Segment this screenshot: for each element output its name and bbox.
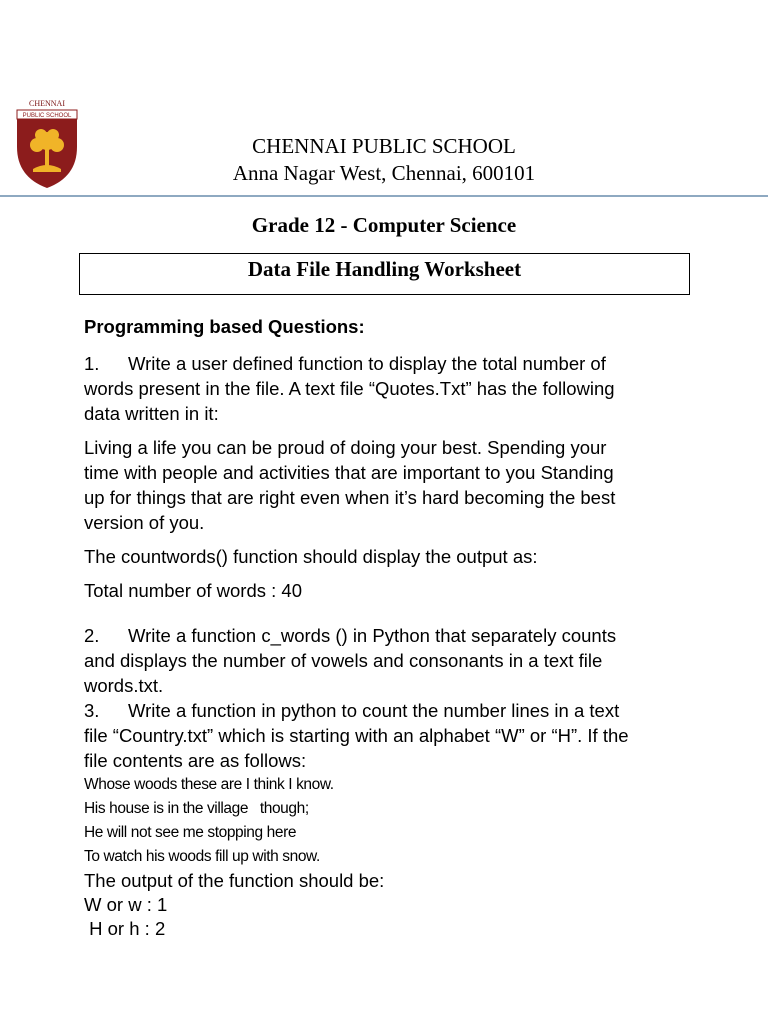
output-intro: The output of the function should be: — [84, 870, 385, 891]
question-text: Write a function in python to count the number lines in a text — [128, 700, 620, 721]
output-line: W or w : 1 — [84, 894, 168, 915]
output-intro: The countwords() function should display the output as: — [84, 546, 538, 567]
question-number: 2. — [84, 625, 100, 646]
question-1-line: words present in the file. A text file “Quotes.Txt” has the following — [84, 378, 615, 399]
question-3-line: file “Country.txt” which is starting with an alphabet “W” or “H”. If the — [84, 725, 629, 746]
question-number: 3. — [84, 700, 100, 721]
worksheet-title: Data File Handling Worksheet — [79, 253, 690, 295]
question-text: Write a user defined function to display the total number of — [128, 353, 606, 374]
section-heading: Programming based Questions: — [84, 316, 365, 337]
question-number: 1. — [84, 353, 100, 374]
quote-paragraph-line: up for things that are right even when it’s hard becoming the best — [84, 487, 616, 508]
logo-text-top: CHENNAI — [29, 99, 65, 108]
question-3-line — [84, 698, 704, 723]
worksheet-content — [84, 314, 704, 941]
poem-line: To watch his woods fill up with snow. — [84, 848, 320, 865]
quote-paragraph-line: version of you. — [84, 512, 205, 533]
school-address: Anna Nagar West, Chennai, 600101 — [232, 161, 536, 185]
question-2-line: and displays the number of vowels and consonants in a text file — [84, 650, 603, 671]
grade-heading: Grade 12 - Computer Science — [251, 213, 517, 237]
logo-text-bottom: PUBLIC SCHOOL — [22, 113, 72, 119]
question-text: Write a function c_words () in Python that separately counts — [128, 625, 617, 646]
quote-paragraph-line: Living a life you can be proud of doing your best. Spending your — [84, 437, 607, 458]
quote-paragraph-line: time with people and activities that are important to you Standing — [84, 462, 614, 483]
school-name: CHENNAI PUBLIC SCHOOL — [252, 134, 516, 158]
output-line: H or h : 2 — [84, 918, 166, 939]
output-value: Total number of words : 40 — [84, 580, 302, 601]
question-2-line — [84, 623, 704, 648]
header-divider — [0, 195, 768, 197]
poem-line: He will not see me stopping here — [84, 824, 297, 841]
question-2-line: words.txt. — [84, 675, 164, 696]
question-3-line: file contents are as follows: — [84, 750, 307, 771]
poem-line: His house is in the village though; — [84, 800, 309, 817]
question-1-line: data written in it: — [84, 403, 219, 424]
question-1-line — [84, 351, 704, 376]
poem-line: Whose woods these are I think I know. — [84, 776, 334, 793]
